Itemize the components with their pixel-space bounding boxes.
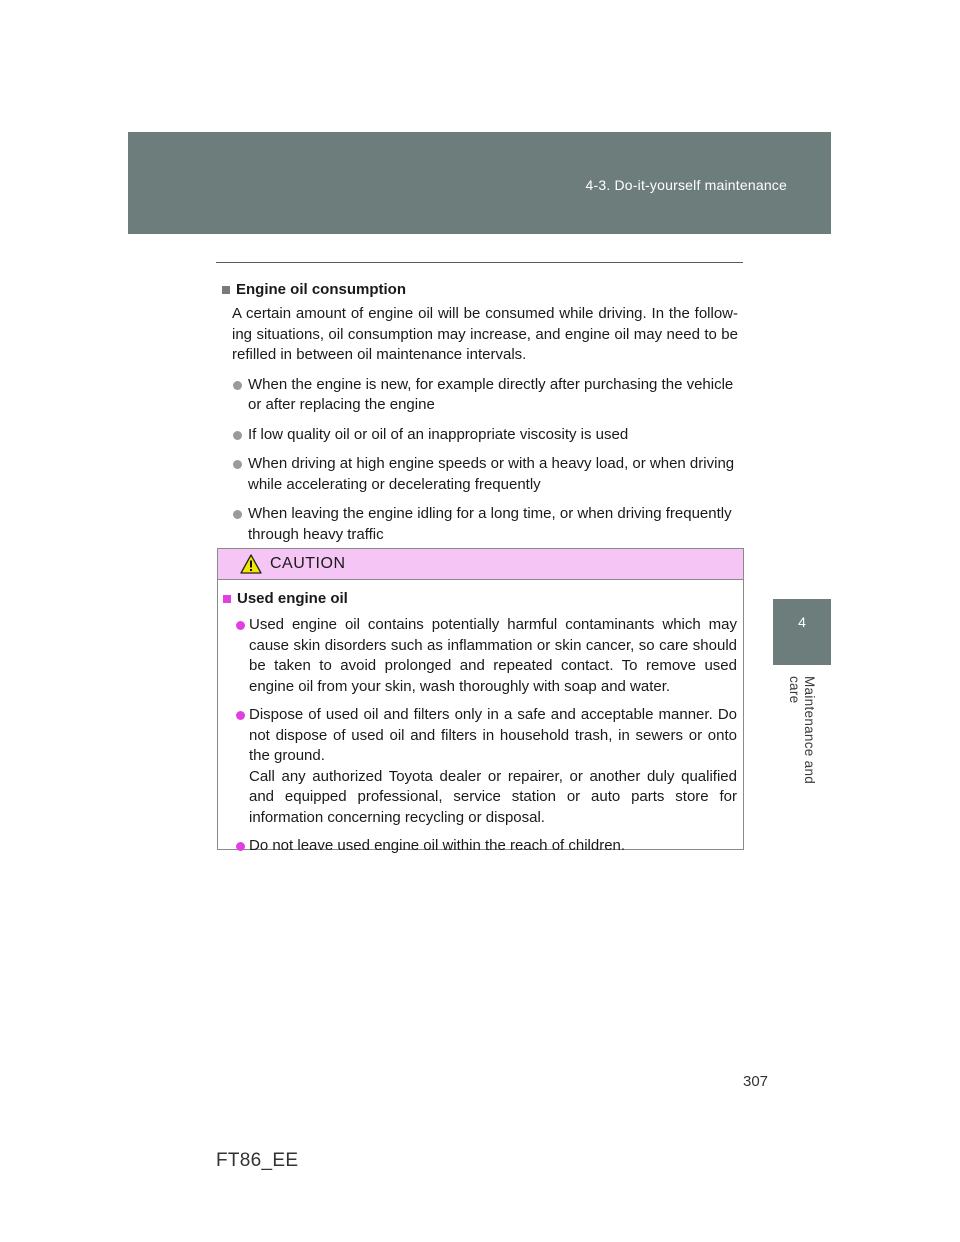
- caution-title: CAUTION: [270, 555, 346, 572]
- document-code: FT86_EE: [216, 1150, 299, 1171]
- oil-consumption-body: A certain amount of engine oil will be consumed while driving. In the follow-ing situations, oil consumption may increase, and engine oil may need to be refilled in between oil maintenance intervals.: [232, 305, 738, 363]
- list-item: If low quality oil or oil of an inappropriate viscosity is used: [232, 425, 738, 446]
- section-title: 4-3. Do-it-yourself maintenance: [585, 177, 787, 193]
- chapter-number: 4: [798, 614, 806, 630]
- square-bullet-icon: [222, 286, 230, 294]
- list-item: Dispose of used oil and filters only in a safe and acceptable manner. Do not dispose of used oil and filters in household trash, in sewers or onto the ground. Call any authorized Toyota dealer or repairer, or another duly qualified and equipped professional, service station or auto parts store for information concerning recycling or disposal.: [235, 705, 737, 828]
- bullet-icon: [236, 621, 245, 630]
- caution-body: [223, 589, 737, 865]
- list-item: When the engine is new, for example directly after purchasing the vehicle or after replacing the engine: [232, 375, 738, 416]
- warning-icon: [240, 554, 262, 574]
- oil-consumption-list: [232, 375, 738, 546]
- list-item: Used engine oil contains potentially harmful contaminants which may cause skin disorders such as inflammation or skin cancer, so care should be taken to avoid prolonged and repeated contact. To remove used engine oil from your skin, wash thoroughly with soap and water.: [235, 615, 737, 697]
- bullet-icon: [233, 431, 242, 440]
- caution-list: [235, 615, 737, 857]
- page-number: 307: [743, 1073, 769, 1090]
- chapter-label: Maintenance and care: [787, 676, 817, 785]
- chapter-tab: [773, 599, 831, 665]
- oil-consumption-heading-text: Engine oil consumption: [236, 281, 406, 298]
- oil-consumption-heading: [222, 280, 738, 300]
- bullet-icon: [236, 711, 245, 720]
- used-oil-heading: [223, 589, 737, 609]
- used-oil-heading-text: Used engine oil: [237, 590, 348, 607]
- bullet-icon: [233, 510, 242, 519]
- square-bullet-icon: [223, 595, 231, 603]
- section-divider: [216, 262, 743, 263]
- caution-header: [218, 549, 743, 580]
- bullet-icon: [233, 460, 242, 469]
- chapter-header-band: [128, 132, 831, 234]
- oil-consumption-section: [222, 280, 738, 554]
- list-item: When leaving the engine idling for a long time, or when driving frequently through heavy traffic: [232, 504, 738, 545]
- bullet-icon: [233, 381, 242, 390]
- list-item: Do not leave used engine oil within the reach of children.: [235, 836, 737, 857]
- caution-box: [217, 548, 744, 854]
- list-item: When driving at high engine speeds or with a heavy load, or when driving while accelerating or decelerating frequently: [232, 454, 738, 495]
- bullet-icon: [236, 842, 245, 851]
